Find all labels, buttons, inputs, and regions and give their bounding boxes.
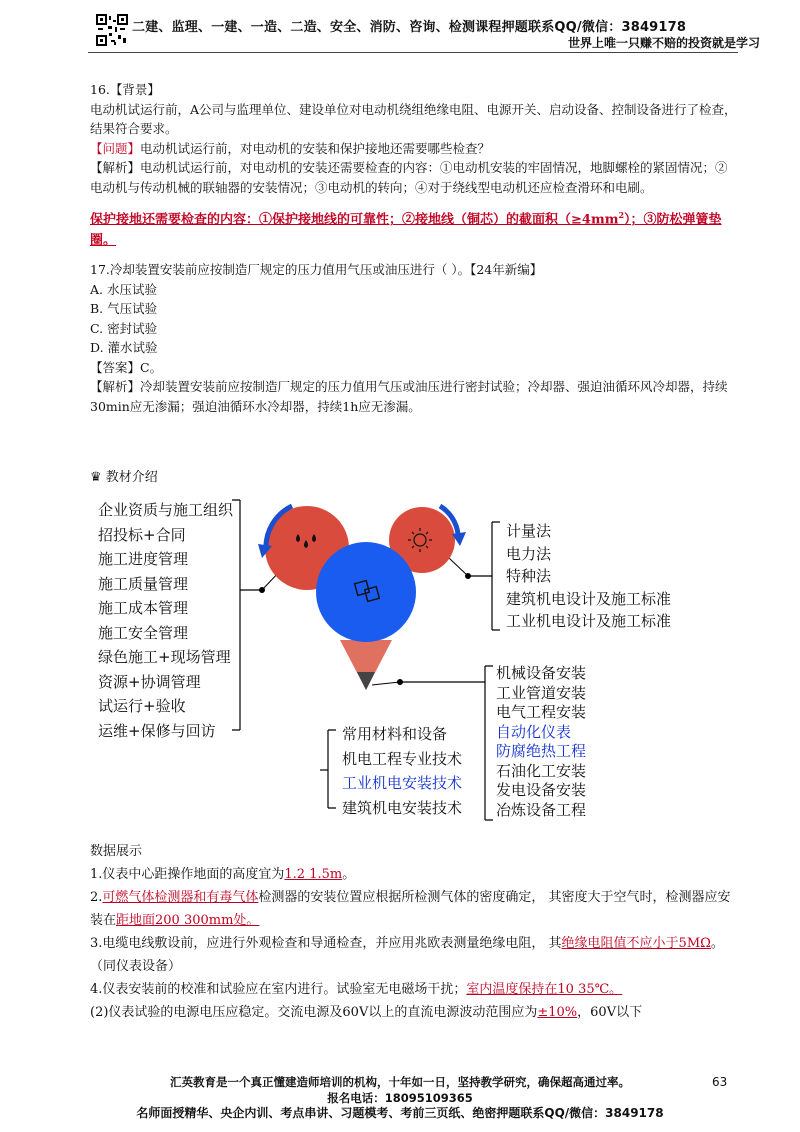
- q17-option-d: D. 灌水试验: [90, 340, 158, 355]
- data-show-section: [90, 840, 740, 1024]
- data-item-3-highlight: 绝缘电阻值不应小于5MΩ: [561, 936, 711, 951]
- install-list-item: 机械设备安装: [496, 664, 587, 682]
- q16-question: [90, 139, 740, 159]
- q17-option-c: C. 密封试验: [90, 320, 158, 336]
- data-item-1-end: 。: [342, 867, 356, 882]
- header-divider: [88, 52, 738, 53]
- left-list-item: 施工质量管理: [98, 574, 189, 593]
- data-item-1-highlight: 1.2 1.5m: [284, 867, 343, 882]
- right-list: [506, 520, 671, 633]
- q17-option-a: A. 水压试验: [90, 281, 157, 297]
- install-list-item-highlight: 自动化仪表: [496, 722, 572, 741]
- right-list-item: 计量法: [506, 522, 552, 540]
- q16-answer: [90, 205, 740, 251]
- data-item-5: [90, 1001, 740, 1024]
- q16-answer-part1: 保护接地还需要检查的内容：①保护接地线的可靠性；②接地线（铜芯）的截面积（≥4mm: [90, 212, 619, 228]
- q17-stem: 17.冷却装置安装前应按制造厂规定的压力值用气压或油压进行（ ）。【24年新编】: [90, 262, 543, 277]
- textbook-title: [90, 466, 158, 485]
- data-item-1: [90, 863, 740, 886]
- install-list-item: 发电设备安装: [496, 781, 587, 799]
- data-item-4: [90, 978, 740, 1001]
- data-item-3-end: 。（同仪表设备）: [90, 936, 724, 974]
- q16-analysis-text: 电动机试运行前，对电动机的安装还需要检查的内容：①电动机安装的牢固情况，地脚螺栓的紧固情况；②电动机与传动机械的联轴器的安装情况；③电动机的转向；④对于绕线型电动机还应检查滑环和电刷。: [90, 160, 728, 195]
- page-number: 63: [712, 1075, 728, 1089]
- q16-background: 电动机试运行前，A公司与监理单位、建设单位对电动机绕组绝缘电阻、电源开关、启动设备、控制设备进行了检查，结果符合要求。: [90, 101, 737, 136]
- data-item-5-highlight: ±10%: [537, 1005, 578, 1020]
- data-show-title: 数据展示: [90, 844, 143, 859]
- install-list: [496, 664, 586, 820]
- q17-analysis-tag: 【解析】: [90, 379, 141, 394]
- left-list-item: 试运行+验收: [98, 697, 186, 715]
- right-list-item: 建筑机电设计及施工标准: [506, 589, 672, 608]
- install-list-item: 冶炼设备工程: [496, 800, 587, 819]
- bottom-list: [342, 722, 462, 820]
- header-slogan: 世界上唯一只赚不赔的投资就是学习: [567, 36, 760, 50]
- blue-circle: [316, 542, 416, 642]
- right-list-item: 工业机电设计及施工标准: [506, 612, 672, 630]
- q17-analysis: [90, 377, 740, 416]
- left-list-item: 资源+协调管理: [98, 672, 201, 691]
- textbook-title-text: 教材介绍: [105, 470, 158, 485]
- left-list-item: 招投标+合同: [98, 525, 186, 544]
- crown-icon: ♛: [90, 470, 106, 485]
- data-item-5-end: ，60V以下: [577, 1005, 643, 1020]
- right-list-item: 电力法: [506, 544, 552, 563]
- right-list-item: 特种法: [506, 567, 552, 585]
- q16-question-text: 电动机试运行前，对电动机的安装和保护接地还需要哪些检查？: [140, 140, 491, 156]
- data-item-2-highlight2: 距地面200 300mm处。: [116, 913, 260, 928]
- q16-answer-sup: 2: [618, 210, 625, 220]
- data-item-5-text: (2)仪表试验的电源电压应稳定。交流电源及60V以上的直流电源波动范围应为: [90, 1005, 538, 1020]
- bottom-list-item: 机电工程专业技术: [342, 749, 463, 768]
- q16-question-tag: 【问题】: [90, 140, 141, 156]
- footer-line-3: 名师面授精华、央企内训、考点串讲、习题模考、考前三页纸、绝密押题联系QQ/微信：3849178: [136, 1106, 664, 1120]
- data-item-4-text: 4.仪表安装前的校准和试验应在室内进行。试验室无电磁场干扰；: [90, 982, 467, 997]
- data-item-4-highlight: 室内温度保持在10 35℃。: [466, 982, 623, 997]
- q17-answer: 【答案】C。: [90, 359, 163, 375]
- left-list-item: 企业资质与施工组织: [98, 501, 234, 519]
- footer-line-1: 汇英教育是一个真正懂建造师培训的机构，十年如一日，坚持教学研究，确保超高通过率。: [170, 1075, 630, 1089]
- q16-heading: 16.【背景】: [90, 82, 160, 97]
- left-list-item: 施工进度管理: [98, 550, 189, 568]
- header-title: 二建、监理、一建、一造、二造、安全、消防、咨询、检测课程押题联系QQ/微信：3849178: [132, 20, 687, 35]
- left-list-item: 绿色施工+现场管理: [98, 648, 231, 666]
- qr-code-icon: [96, 14, 128, 46]
- bottom-list-item-highlight: 工业机电安装技术: [342, 774, 463, 792]
- data-item-3-text: 3.电缆电线敷设前，应进行外观检查和导通检查，并应用兆欧表测量绝缘电阻， 其: [90, 936, 562, 951]
- data-item-2: [90, 886, 740, 932]
- data-item-3: [90, 932, 740, 978]
- install-list-item: 石油化工安装: [496, 761, 587, 780]
- q16-analysis-tag: 【解析】: [90, 160, 141, 175]
- install-list-item-highlight: 防腐绝热工程: [496, 742, 587, 760]
- left-list-item: 施工安全管理: [98, 623, 189, 642]
- data-item-2-num: 2.: [90, 890, 103, 905]
- left-list-item: 施工成本管理: [98, 599, 189, 617]
- q16-answer-part2: ）；③防松弹簧垫圈。: [90, 212, 722, 249]
- question-16: [90, 80, 740, 251]
- data-item-2-text: 检测器的安装位置应根据所检测气体的密度确定， 其密度大于空气时，检测器应安装在: [90, 890, 731, 928]
- footer-phone: 报名电话：18095109365: [327, 1091, 473, 1105]
- data-item-2-highlight: 可燃气体检测器和有毒气体: [102, 890, 259, 905]
- install-list-item: 工业管道安装: [496, 683, 587, 702]
- q17-option-b: B. 气压试验: [90, 301, 158, 316]
- question-17: [90, 260, 740, 416]
- bottom-list-item: 建筑机电安装技术: [342, 798, 463, 817]
- q17-analysis-text: 冷却装置安装前应按制造厂规定的压力值用气压或油压进行密封试验；冷却器、强迫油循环风冷却器，持续30min应无渗漏；强迫油循环水冷却器，持续1h应无渗漏。: [90, 379, 728, 414]
- left-list: [98, 498, 233, 743]
- bottom-list-item: 常用材料和设备: [342, 725, 448, 743]
- install-list-item: 电气工程安装: [496, 703, 587, 721]
- left-list-item: 运维+保修与回访: [98, 721, 216, 740]
- data-item-1-text: 1.仪表中心距操作地面的高度宜为: [90, 867, 285, 882]
- q16-analysis: [90, 158, 740, 197]
